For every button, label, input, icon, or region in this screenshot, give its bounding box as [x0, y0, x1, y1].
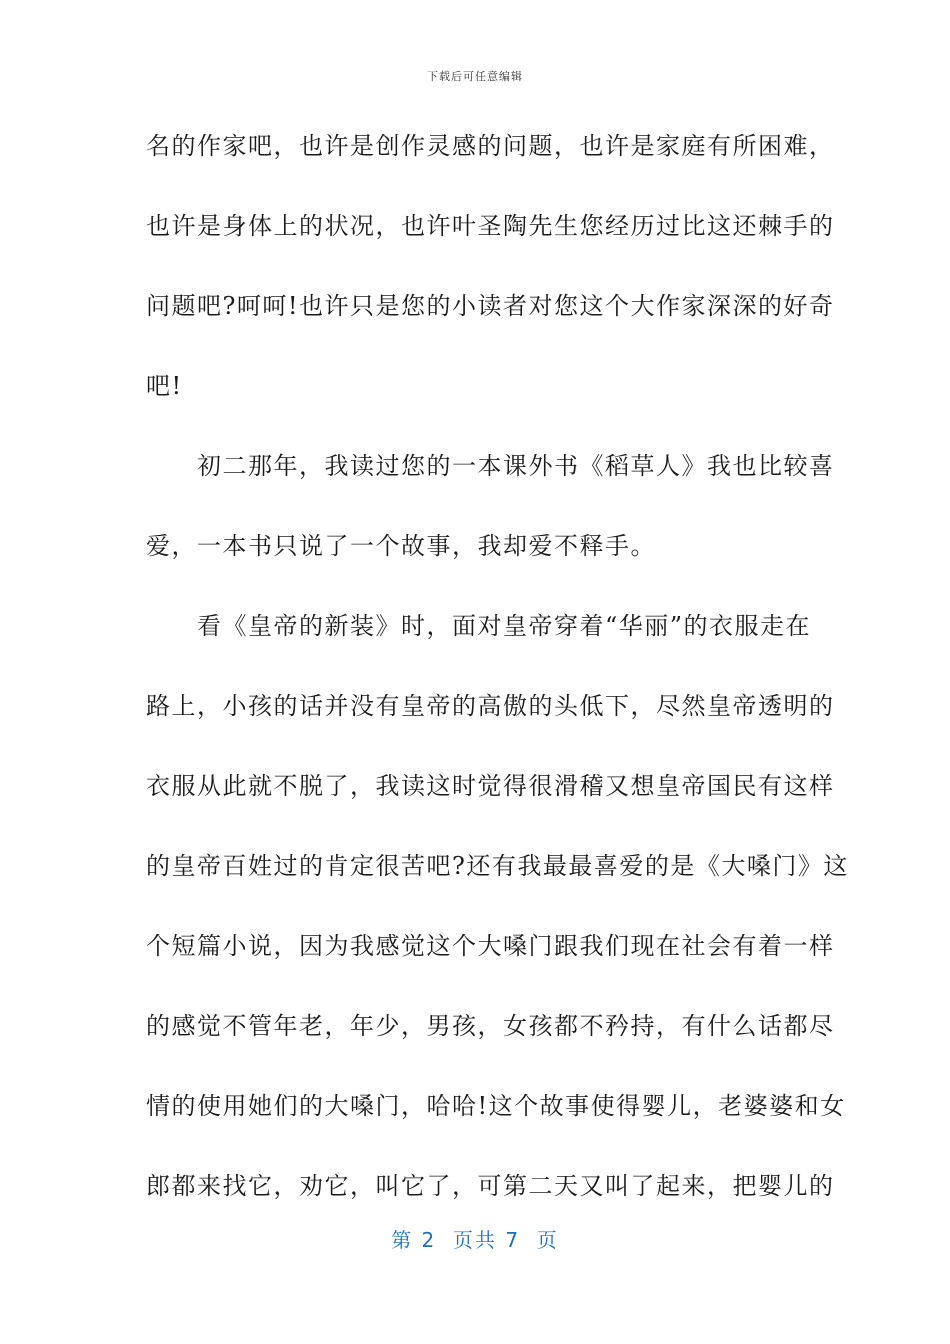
- text-line: 初二那年，我读过您的一本课外书《稻草人》我也比较喜: [146, 452, 835, 480]
- text-line: 情的使用她们的大嗓门，哈哈!这个故事使得婴儿，老婆婆和女: [146, 1092, 846, 1120]
- text-line: 爱，一本书只说了一个故事，我却爱不释手。: [146, 532, 656, 560]
- text-line: 的皇帝百姓过的肯定很苦吧?还有我最最喜爱的是《大嗓门》这: [146, 852, 849, 880]
- text-line: 衣服从此就不脱了，我读这时觉得很滑稽又想皇帝国民有这样: [146, 772, 835, 800]
- header-note: 下载后可任意编辑: [427, 70, 523, 83]
- text-line: 名的作家吧，也许是创作灵感的问题，也许是家庭有所困难，: [146, 132, 835, 160]
- text-line: 问题吧?呵呵!也许只是您的小读者对您这个大作家深深的好奇: [146, 292, 835, 320]
- text-line: 郎都来找它，劝它，叫它了，可第二天又叫了起来，把婴儿的: [146, 1172, 835, 1200]
- text-line: 个短篇小说，因为我感觉这个大嗓门跟我们现在社会有着一样: [146, 932, 835, 960]
- text-line: 也许是身体上的状况，也许叶圣陶先生您经历过比这还棘手的: [146, 212, 835, 240]
- text-line: 看《皇帝的新装》时，面对皇帝穿着“华丽”的衣服走在: [146, 612, 812, 640]
- text-line: 的感觉不管年老，年少，男孩，女孩都不矜持，有什么话都尽: [146, 1012, 835, 1040]
- text-line: 吧!: [146, 372, 183, 400]
- text-line: 路上，小孩的话并没有皇帝的高傲的头低下，尽然皇帝透明的: [146, 692, 835, 720]
- document-body: [146, 116, 849, 1236]
- page-number: 第 2 页共 7 页: [391, 1228, 559, 1252]
